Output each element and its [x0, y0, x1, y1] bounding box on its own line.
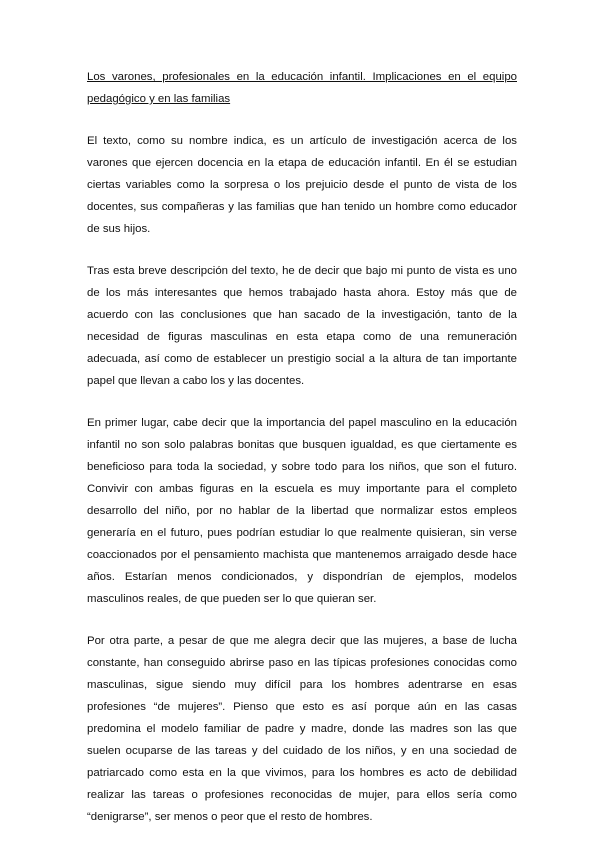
paragraph-4: Por otra parte, a pesar de que me alegra decir que las mujeres, a base de lucha constante, han conseguido abrirse paso en las típicas profesiones conocidas como masculinas, sigue siendo muy difícil para los hombres adentrarse en esas profesiones “de mujeres”. Pienso que esto es así porque aún en las casas predomina el modelo familiar de padre y madre, donde las madres son las que suelen ocuparse de las tareas y del cuidado de los niños, y en una sociedad de patriarcado como esta en la que vivimos, para los hombres es acto de debilidad realizar las tareas o profesiones reconocidas de mujer, para ellos sería como “denigrarse”, ser menos o peor que el resto de hombres.: [87, 635, 517, 823]
paragraph-3: En primer lugar, cabe decir que la importancia del papel masculino en la educación infantil no son solo palabras bonitas que busquen igualdad, es que ciertamente es beneficioso para toda la sociedad, y sobre todo para los niños, que son el futuro. Convivir con ambas figuras en la escuela es muy importante para el completo desarrollo del niño, por no hablar de la libertad que normalizar estos empleos generaría en el futuro, pues podrían estudiar lo que realmente quisieran, sin verse coaccionados por el pensamiento machista que mantenemos arraigado desde hace años. Estarían menos condicionados, y dispondrían de ejemplos, modelos masculinos reales, de que pueden ser lo que quieran ser.: [87, 417, 517, 605]
document-title: Los varones, profesionales en la educación infantil. Implicaciones en el equipo pedagógico y en las familias: [87, 71, 517, 105]
document-body: [87, 66, 517, 828]
paragraph-1: El texto, como su nombre indica, es un artículo de investigación acerca de los varones que ejercen docencia en la etapa de educación infantil. En él se estudian ciertas variables como la sorpresa o los prejuicio desde el punto de vista de los docentes, sus compañeras y las familias que han tenido un hombre como educador de sus hijos.: [87, 135, 517, 235]
paragraph-2: Tras esta breve descripción del texto, he de decir que bajo mi punto de vista es uno de los más interesantes que hemos trabajado hasta ahora. Estoy más que de acuerdo con las conclusiones que han sacado de la investigación, tanto de la necesidad de figuras masculinas en esta etapa como de una remuneración adecuada, así como de establecer un prestigio social a la altura de tan importante papel que llevan a cabo los y las docentes.: [87, 265, 517, 387]
